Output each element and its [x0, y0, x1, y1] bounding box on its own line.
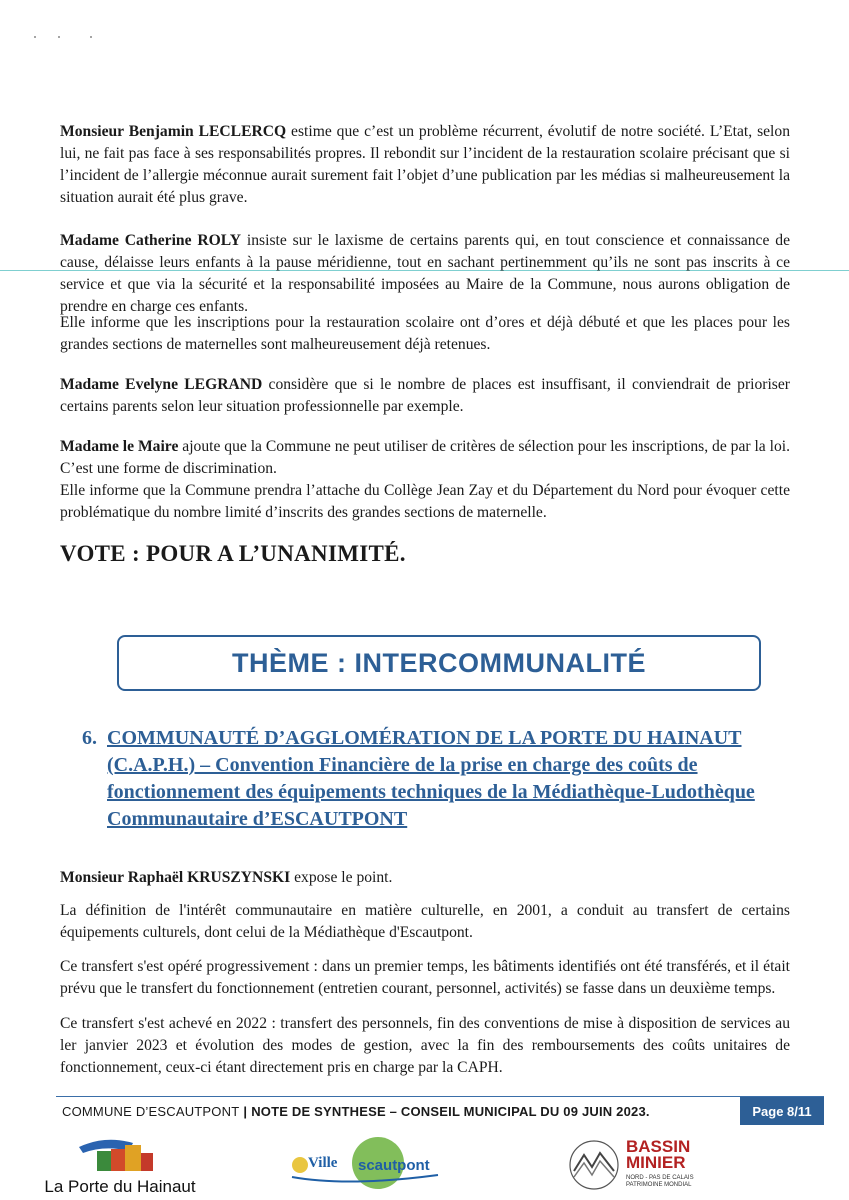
speaker-name: Madame Catherine ROLY	[60, 232, 242, 249]
escautpont-ville-text: Ville	[308, 1155, 338, 1171]
speaker-name: Monsieur Raphaël KRUSZYNSKI	[60, 869, 291, 886]
page-number-badge: Page 8/11	[740, 1097, 824, 1125]
paragraph-transfert-progressif: Ce transfert s'est opéré progressivement : dans un premier temps, les bâtiments identifiés ont été transférés, et il était prévu que le transfert du fonctionnement (entretien courant, personnel, activités) se fasse dans un deuxième temps.	[60, 958, 790, 997]
paragraph-maire-continued: Elle informe que la Commune prendra l’attache du Collège Jean Zay et du Département du Nord pour évoquer cette problématique du nombre limité d’inscrits des grandes sections de maternelle.	[60, 482, 790, 521]
section-number: 6.	[82, 727, 97, 749]
porte-du-hainaut-logo	[30, 1133, 210, 1197]
paragraph-roly-continued: Elle informe que les inscriptions pour la restauration scolaire ont d’ores et déjà débuté et que les places pour les grandes sections de maternelles sont malheureusement déjà retenues.	[60, 314, 790, 353]
theme-title: THÈME : INTERCOMMUNALITÉ	[232, 647, 646, 678]
speaker-name: Monsieur Benjamin LECLERCQ	[60, 123, 287, 140]
section-heading	[82, 725, 782, 833]
section-title-line: COMMUNAUTÉ D’AGGLOMÉRATION DE LA PORTE DU HAINAUT	[107, 727, 742, 749]
section-title-line: Communautaire d’ESCAUTPONT	[107, 808, 408, 830]
footer-separator: |	[243, 1104, 248, 1119]
footer-note: NOTE DE SYNTHESE – CONSEIL MUNICIPAL DU 09 JUIN 2023.	[251, 1104, 650, 1119]
section-title-line: (C.A.P.H.) – Convention Financière de la prise en charge des coûts de	[107, 754, 698, 776]
paragraph-definition: La définition de l'intérêt communautaire en matière culturelle, en 2001, a conduit au transfert de certains équipements culturels, dont celui de la Médiathèque d'Escautpont.	[60, 902, 790, 941]
paragraph-text: insiste sur le laxisme de certains parents qui, en tout conscience et connaissance de cause, délaisse leurs enfants à la pause méridienne, tout en sachant pertinemment qu’ils ne sont pas inscrits à ce service et que via la sécurité et la responsabilité imposées au Maire de la Commune, nous aurons obligation de prendre en charge ces enfants.	[60, 232, 790, 315]
paragraph-leclercq	[60, 121, 790, 209]
paragraph-text: estime que c’est un problème récurrent, évolutif de notre société. L’Etat, selon lui, ne fait pas face à ses responsabilités propres. Il rebondit sur l’incident de la restauration scolaire précisant que si l’incident de l’allergie méconnue aurait surement fait l’objet d’une publication par les médias si malheureusement la situation aurait été plus grave.	[60, 123, 790, 206]
paragraph-maire	[60, 436, 790, 480]
speaker-name: Madame Evelyne LEGRAND	[60, 376, 263, 393]
paragraph-kruszynski	[60, 867, 790, 889]
bassin-minier-logo	[566, 1135, 706, 1197]
bassin-minier-title	[626, 1139, 690, 1171]
section-title-line: fonctionnement des équipements techniques de la Médiathèque-Ludothèque	[107, 781, 755, 803]
bassin-minier-emblem-icon	[566, 1137, 622, 1193]
hainaut-logo-text: La Porte du Hainaut	[44, 1177, 196, 1196]
bassin-minier-subtitle: NORD - PAS DE CALAIS PATRIMOINE MONDIAL	[626, 1175, 694, 1188]
theme-banner	[117, 635, 761, 691]
minier-line: MINIER	[626, 1153, 686, 1172]
paragraph-text: expose le point.	[290, 869, 393, 886]
scan-artifact	[34, 36, 104, 42]
bassin-line: BASSIN	[626, 1137, 691, 1156]
hainaut-emblem-icon	[75, 1133, 165, 1179]
paragraph-text: considère que si le nombre de places est insuffisant, il conviendrait de prioriser certains parents selon leur situation professionnelle par exemple.	[60, 376, 790, 415]
escautpont-name-text: scautpont	[358, 1157, 430, 1174]
paragraph-roly	[60, 230, 790, 318]
vote-result: VOTE : POUR A L’UNANIMITÉ.	[60, 541, 406, 566]
ville-escautpont-logo	[288, 1133, 448, 1197]
speaker-name: Madame le Maire	[60, 438, 179, 455]
page-footer	[56, 1096, 824, 1125]
footer-commune: COMMUNE D’ESCAUTPONT	[62, 1104, 240, 1119]
paragraph-transfert-acheve: Ce transfert s'est achevé en 2022 : transfert des personnels, fin des conventions de mise à disposition de services au ler janvier 2023 et évolution des modes de gestion, avec la fin des remboursements des coûts unitaires de fonctionnement, ceux-ci étant directement pris en charge par la CAPH.	[60, 1015, 790, 1076]
footer-text	[62, 1104, 650, 1119]
paragraph-legrand	[60, 374, 790, 418]
paragraph-text: ajoute que la Commune ne peut utiliser de critères de sélection pour les inscriptions, de par la loi. C’est une forme de discrimination.	[60, 438, 790, 477]
